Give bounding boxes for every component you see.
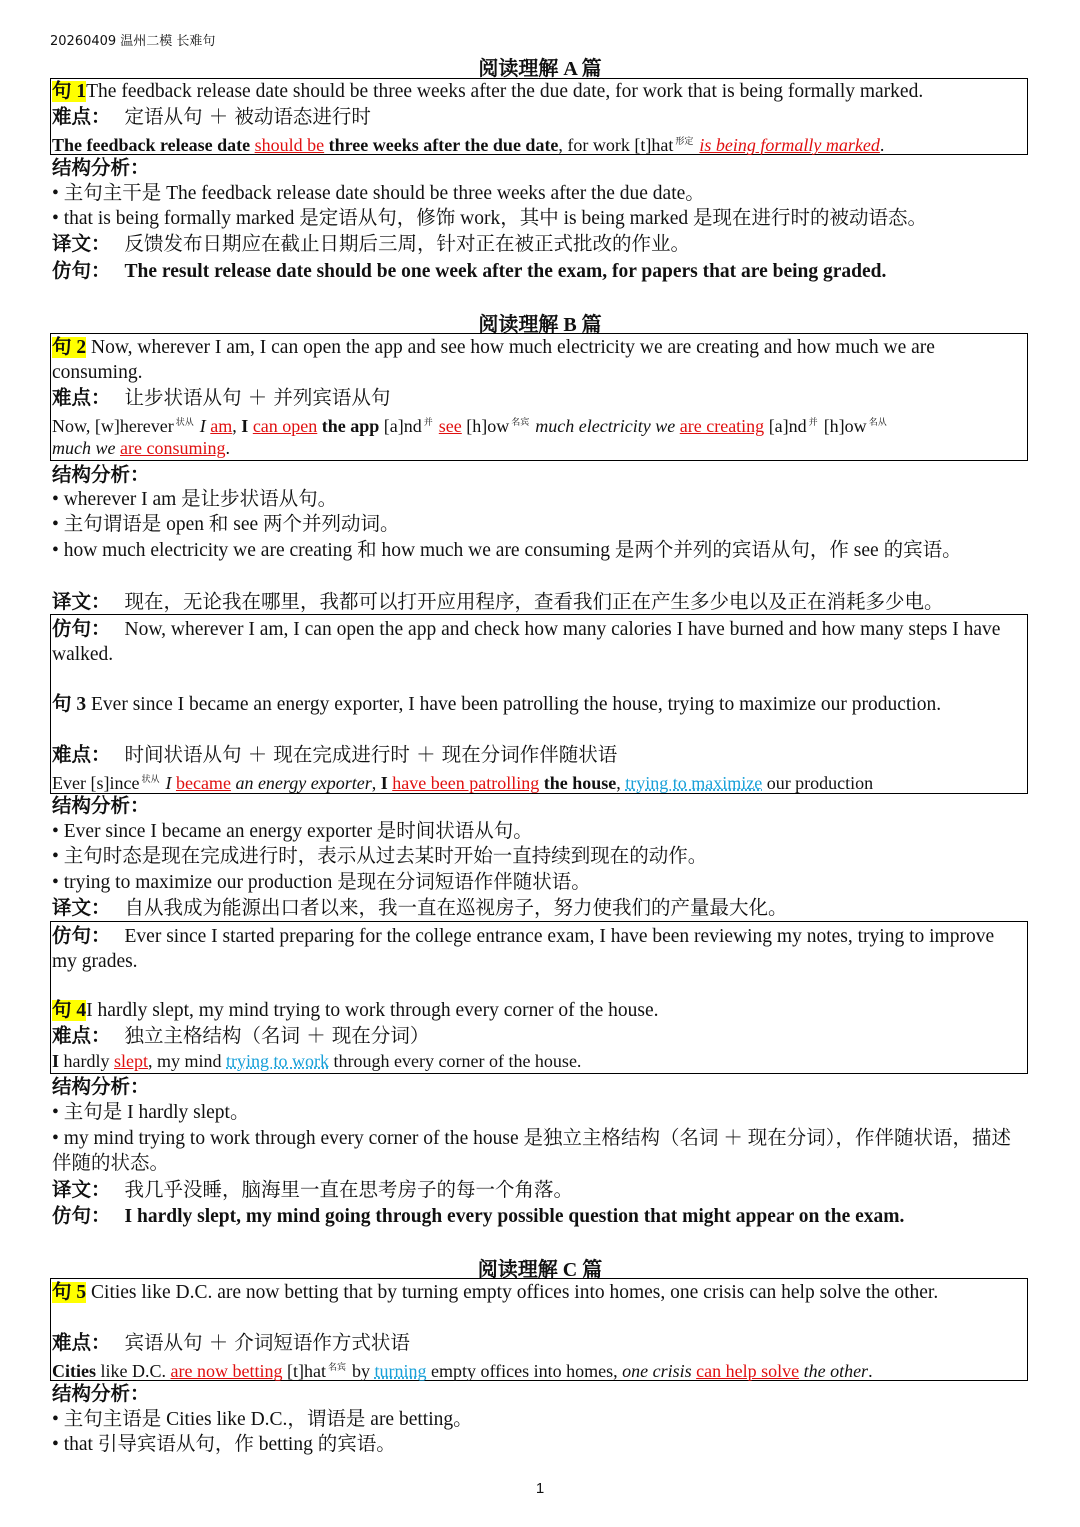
analysis-label: 结构分析： <box>52 1382 150 1405</box>
translation-label: 译文： <box>52 232 111 255</box>
annot-subject: I <box>52 1051 60 1071</box>
sentence-2-bullet-1: • wherever I am 是让步状语从句。 <box>52 489 338 510</box>
sentence-5-difficulty <box>52 1330 1032 1356</box>
annot-predicate: should be <box>254 135 325 155</box>
annot-predicate: have been patrolling <box>392 773 540 793</box>
imitation-label: 仿句： <box>52 617 111 640</box>
annot-clause-object: an energy exporter <box>235 773 372 793</box>
difficulty-value: 定语从句 ＋ 被动语态进行时 <box>124 105 371 128</box>
translation-value: 反馈发布日期应在截止日期后三周，针对正在被正式批改的作业。 <box>124 232 691 255</box>
difficulty-label: 难点： <box>52 1331 111 1354</box>
translation-value: 我几乎没睡，脑海里一直在思考房子的每一个角落。 <box>124 1178 574 1201</box>
annot-tag: 并 <box>808 418 818 428</box>
sentence-4-difficulty <box>52 1023 1032 1049</box>
sentence-4-imitation <box>52 1203 1032 1229</box>
translation-label: 译文： <box>52 1178 111 1201</box>
sentence-5-number: 句 5 <box>52 1282 87 1303</box>
annot-tag: 并 <box>423 418 433 428</box>
sentence-2-bullet-2: • 主句谓语是 open 和 see 两个并列动词。 <box>52 514 400 535</box>
sentence-1-translation <box>52 231 1032 257</box>
annot-text: Ever [s]ince <box>52 773 140 793</box>
sentence-4-translation <box>52 1177 1032 1203</box>
annot-predicate: slept <box>114 1051 148 1071</box>
sentence-2-text <box>52 335 1012 385</box>
annot-text: , <box>616 773 621 793</box>
sentence-1-annotated <box>52 130 1032 158</box>
annot-text: . <box>225 438 230 458</box>
analysis-label: 结构分析： <box>52 463 150 486</box>
annot-text: like D.C. <box>100 1361 166 1381</box>
difficulty-label: 难点： <box>52 1024 111 1047</box>
annot-subject: I <box>380 773 388 793</box>
difficulty-value: 时间状语从句 ＋ 现在完成进行时 ＋ 现在分词作伴随状语 <box>124 743 618 766</box>
analysis-label: 结构分析： <box>52 1075 150 1098</box>
annot-tag: 名宾 <box>327 1363 346 1373</box>
sentence-5-body: Cities like D.C. are now betting that by turning empty offices into homes, one crisis can help solve the other. <box>91 1282 939 1303</box>
sentence-3-imitation <box>52 923 1022 974</box>
annot-predicate: are now betting <box>170 1361 283 1381</box>
sentence-4-analysis-label <box>52 1074 1032 1100</box>
annot-text: empty offices into homes, <box>430 1361 618 1381</box>
sentence-1-analysis-label <box>52 155 1032 181</box>
sentence-1-text <box>52 79 1032 104</box>
analysis-label: 结构分析： <box>52 794 150 817</box>
section-title-c: 阅读理解 C 篇 <box>477 1259 603 1281</box>
translation-label: 译文： <box>52 896 111 919</box>
sentence-2-imitation <box>52 616 1012 667</box>
sentence-5-annotated <box>52 1356 1032 1384</box>
annot-clause-verb: is being formally marked <box>699 135 880 155</box>
annot-tag: 形定 <box>675 137 694 147</box>
annot-clause-subject: I <box>165 773 172 793</box>
annot-clause-subject: much electricity we <box>535 416 676 436</box>
page-number: 1 <box>535 1480 545 1497</box>
analysis-label: 结构分析： <box>52 156 150 179</box>
annot-text: [t]hat <box>286 1361 326 1381</box>
annot-subject: I <box>241 416 249 436</box>
imitation-value: The result release date should be one week after the exam, for papers that are being graded. <box>124 261 887 282</box>
section-title-b: 阅读理解 B 篇 <box>478 314 602 336</box>
annot-participle: turning <box>374 1361 427 1381</box>
sentence-3-difficulty <box>52 742 1032 768</box>
annot-text: Now, [w]herever <box>52 416 174 436</box>
sentence-3-number: 句 3 <box>52 694 87 715</box>
sentence-5-analysis-label <box>52 1381 1032 1407</box>
sentence-2-analysis-label <box>52 462 1032 488</box>
section-title-a: 阅读理解 A 篇 <box>478 58 602 80</box>
sentence-3-analysis-label <box>52 793 1032 819</box>
sentence-2-translation <box>52 589 1032 615</box>
imitation-value: I hardly slept, my mind going through every possible question that might appear on the exam. <box>124 1206 905 1227</box>
sentence-4-number: 句 4 <box>52 1000 87 1021</box>
sentence-1-bullet-1: • 主句主干是 The feedback release date should be three weeks after the due date。 <box>52 183 705 204</box>
sentence-5-bullet-1: • 主句主语是 Cities like D.C.，谓语是 are betting。 <box>52 1409 473 1430</box>
sentence-3-text <box>52 692 1012 717</box>
sentence-3-annotated <box>52 768 1032 796</box>
annot-complement: three weeks after the due date <box>328 135 559 155</box>
sentence-1-number: 句 1 <box>52 81 87 102</box>
annot-text: [h]ow <box>466 416 510 436</box>
sentence-1-body: The feedback release date should be three weeks after the due date, for work that is being formally marked. <box>86 81 924 102</box>
sentence-1-difficulty <box>52 104 1032 130</box>
annot-clause-subject: much we <box>52 438 116 458</box>
imitation-value: Now, wherever I am, I can open the app and check how many calories I have burned and how many steps I have walked. <box>52 619 1001 665</box>
annot-text: . <box>868 1361 873 1381</box>
translation-label: 译文： <box>52 590 111 613</box>
sentence-3-bullet-1: • Ever since I became an energy exporter 是时间状语从句。 <box>52 821 533 842</box>
translation-value: 现在，无论我在哪里，我都可以打开应用程序，查看我们正在产生多少电以及正在消耗多少电。 <box>124 590 944 613</box>
annot-text: , for work [t]hat <box>558 135 674 155</box>
difficulty-value: 让步状语从句 ＋ 并列宾语从句 <box>124 386 391 409</box>
annot-text: [h]ow <box>823 416 867 436</box>
sentence-2-bullet-3: • how much electricity we are creating 和 how much we are consuming 是两个并列的宾语从句，作 see 的宾语。 <box>52 540 962 561</box>
annot-object: the app <box>321 416 380 436</box>
imitation-label: 仿句： <box>52 1204 111 1227</box>
imitation-label: 仿句： <box>52 924 111 947</box>
annot-clause-object: the other <box>803 1361 869 1381</box>
annot-tag: 名宾 <box>511 418 530 428</box>
annot-participle: trying to maximize <box>625 773 763 793</box>
annot-text: . <box>879 135 885 155</box>
annot-text: , <box>371 773 377 793</box>
annot-text: , <box>232 416 237 436</box>
annot-text: through every corner of the house. <box>333 1051 582 1071</box>
sentence-3-body: Ever since I became an energy exporter, I have been patrolling the house, trying to maximize our production. <box>91 694 942 715</box>
annot-tag: 状从 <box>175 418 194 428</box>
translation-value: 自从我成为能源出口者以来，我一直在巡视房子，努力使我们的产量最大化。 <box>124 896 788 919</box>
annot-text: our production <box>766 773 874 793</box>
sentence-5-text <box>52 1280 1012 1305</box>
sentence-2-annotated <box>52 411 1032 439</box>
difficulty-label: 难点： <box>52 386 111 409</box>
annot-clause-verb: became <box>175 773 231 793</box>
annot-clause-verb: are creating <box>679 416 765 436</box>
sentence-1-imitation <box>52 258 1032 284</box>
annot-predicate: see <box>438 416 462 436</box>
sentence-5-bullet-2: • that 引导宾语从句，作 betting 的宾语。 <box>52 1434 396 1455</box>
annot-subject: The feedback release date <box>52 135 251 155</box>
annot-tag: 状从 <box>141 775 160 785</box>
sentence-4-bullet-2: • my mind trying to work through every corner of the house 是独立主格结构（名词 ＋ 现在分词），作伴随状语，描述伴随的状态。 <box>52 1128 1011 1174</box>
sentence-4-body: I hardly slept, my mind trying to work through every corner of the house. <box>86 1000 659 1021</box>
difficulty-label: 难点： <box>52 105 111 128</box>
sentence-1-bullet-2: • that is being formally marked 是定语从句，修饰 work，其中 is being marked 是现在进行时的被动语态。 <box>52 208 928 229</box>
annot-text: [a]nd <box>768 416 807 436</box>
annot-object: the house <box>543 773 617 793</box>
imitation-value: Ever since I started preparing for the college entrance exam, I have been reviewing my notes, trying to improve my grades. <box>52 926 995 972</box>
annot-participle: trying to work <box>226 1051 330 1071</box>
annot-clause-subject: I <box>199 416 206 436</box>
annot-text: [a]nd <box>383 416 422 436</box>
sentence-2-annotated-cont <box>52 436 1032 461</box>
sentence-2-number: 句 2 <box>52 337 87 358</box>
annot-tag: 名从 <box>868 418 887 428</box>
annot-text: , my mind <box>148 1051 222 1071</box>
difficulty-label: 难点： <box>52 743 111 766</box>
annot-text: hardly <box>63 1051 110 1071</box>
difficulty-value: 独立主格结构（名词 ＋ 现在分词） <box>124 1024 430 1047</box>
document-header: 20260409 温州二模 长难句 <box>50 34 216 49</box>
difficulty-value: 宾语从句 ＋ 介词短语作方式状语 <box>124 1331 410 1354</box>
annot-clause-verb: are consuming <box>119 438 226 458</box>
sentence-2-difficulty <box>52 385 1032 411</box>
annot-text: by <box>351 1361 370 1381</box>
annot-clause-verb: can help solve <box>696 1361 800 1381</box>
sentence-2-body: Now, wherever I am, I can open the app and see how much electricity we are creating and how much we are consuming. <box>52 337 935 383</box>
sentence-3-bullet-2: • 主句时态是现在完成进行时，表示从过去某时开始一直持续到现在的动作。 <box>52 846 708 867</box>
annot-clause-subject: one crisis <box>622 1361 692 1381</box>
sentence-4-bullet-1: • 主句是 I hardly slept。 <box>52 1102 250 1123</box>
sentence-3-bullet-3: • trying to maximize our production 是现在分词短语作伴随状语。 <box>52 872 591 893</box>
annot-predicate: can open <box>252 416 318 436</box>
annot-subject: Cities <box>52 1361 96 1381</box>
sentence-4-text <box>52 998 1032 1023</box>
sentence-4-annotated <box>52 1049 1032 1074</box>
imitation-label: 仿句： <box>52 259 111 282</box>
annot-clause-verb: am <box>210 416 233 436</box>
sentence-3-translation <box>52 895 1032 921</box>
